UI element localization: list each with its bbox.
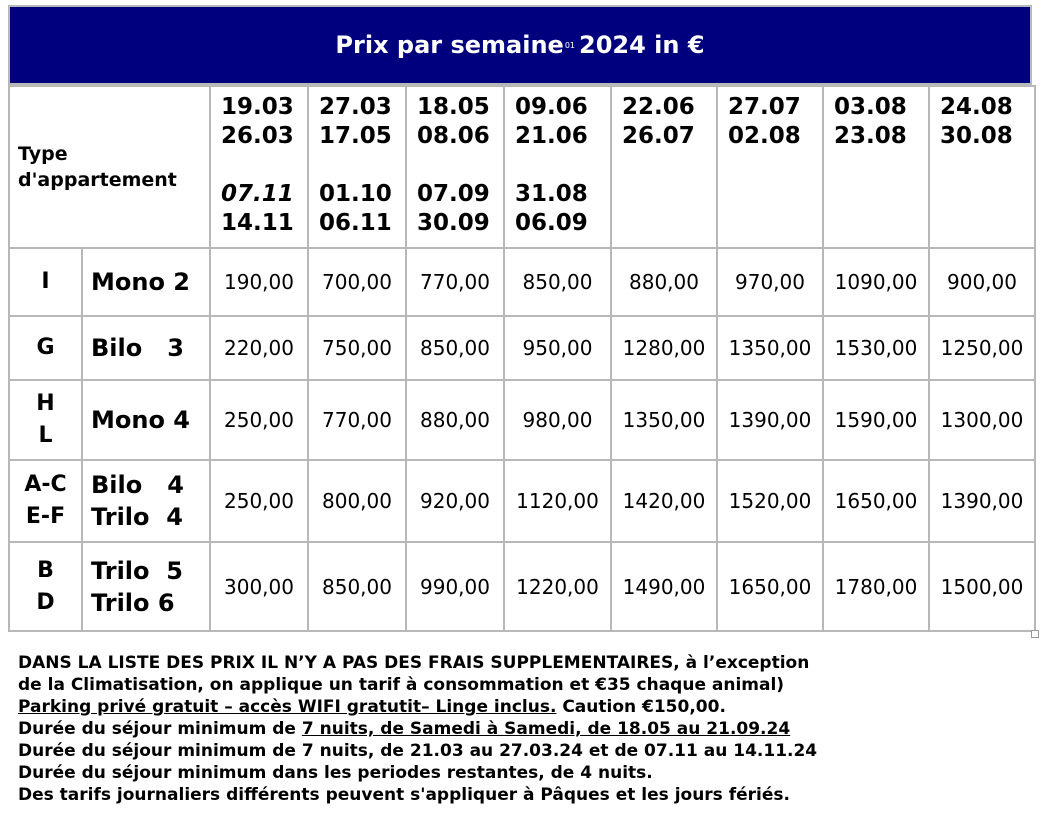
price-cell: 850,00	[308, 542, 406, 631]
price-cell: 1390,00	[717, 380, 823, 460]
price-cell: 1280,00	[611, 316, 717, 380]
title-footnote-marker: 01	[564, 40, 576, 50]
note-line-1: DANS LA LISTE DES PRIX IL N’Y A PAS DES FRAIS SUPPLEMENTAIRES, à l’exception	[18, 653, 810, 673]
note-line-3: Parking privé gratuit – accès WIFI gratutit– Linge inclus. Caution €150,00.	[18, 697, 726, 717]
title-year: 2024 in €	[579, 31, 705, 59]
note-line-2: de la Climatisation, on applique un tarif à consommation et €35 chaque animal)	[18, 675, 785, 695]
apartment-code: G	[9, 316, 82, 380]
header-row	[9, 86, 1035, 248]
period-header-4: 09.06 21.06 31.08 06.09	[504, 86, 611, 248]
title-main: Prix par semaine	[335, 31, 564, 59]
price-cell: 770,00	[308, 380, 406, 460]
price-cell: 1220,00	[504, 542, 611, 631]
apartment-code: H L	[9, 380, 82, 460]
type-header-line1: Type	[18, 143, 68, 165]
period-header-5: 22.06 26.07	[611, 86, 717, 248]
price-cell: 990,00	[406, 542, 504, 631]
period-header-2: 27.03 17.05 01.10 06.11	[308, 86, 406, 248]
price-cell: 1530,00	[823, 316, 929, 380]
note-line-7: Des tarifs journaliers différents peuvent s'appliquer à Pâques et les jours fériés.	[18, 785, 790, 805]
period-header-1: 19.03 26.03 07.11 14.11	[210, 86, 308, 248]
price-cell: 1350,00	[717, 316, 823, 380]
price-cell: 1650,00	[717, 542, 823, 631]
apartment-type: Mono 4	[82, 380, 210, 460]
resize-handle	[1031, 630, 1039, 638]
price-cell: 1420,00	[611, 460, 717, 542]
period-header-6: 27.07 02.08	[717, 86, 823, 248]
apartment-type: Trilo 5 Trilo 6	[82, 542, 210, 631]
price-cell: 920,00	[406, 460, 504, 542]
note-line-4: Durée du séjour minimum de 7 nuits, de Samedi à Samedi, de 18.05 au 21.09.24	[18, 719, 791, 739]
price-cell: 1590,00	[823, 380, 929, 460]
price-cell: 1250,00	[929, 316, 1035, 380]
note-line-5: Durée du séjour minimum de 7 nuits, de 21.03 au 27.03.24 et de 07.11 au 14.11.24	[18, 741, 818, 761]
price-cell: 250,00	[210, 460, 308, 542]
type-header-line2: d'appartement	[18, 169, 177, 191]
apartment-type: Bilo 4 Trilo 4	[82, 460, 210, 542]
price-cell: 950,00	[504, 316, 611, 380]
apartment-code: A-C E-F	[9, 460, 82, 542]
price-cell: 800,00	[308, 460, 406, 542]
price-cell: 1650,00	[823, 460, 929, 542]
price-cell: 220,00	[210, 316, 308, 380]
apartment-type: Mono 2	[82, 248, 210, 316]
apartment-type: Bilo 3	[82, 316, 210, 380]
period-header-8: 24.08 30.08	[929, 86, 1035, 248]
price-cell: 970,00	[717, 248, 823, 316]
price-cell: 1350,00	[611, 380, 717, 460]
price-cell: 1520,00	[717, 460, 823, 542]
price-cell: 850,00	[504, 248, 611, 316]
price-cell: 900,00	[929, 248, 1035, 316]
table-row	[9, 248, 1035, 316]
price-cell: 880,00	[406, 380, 504, 460]
price-cell: 1120,00	[504, 460, 611, 542]
price-table	[8, 85, 1036, 632]
price-cell: 700,00	[308, 248, 406, 316]
price-cell: 750,00	[308, 316, 406, 380]
price-cell: 1500,00	[929, 542, 1035, 631]
apartment-code: B D	[9, 542, 82, 631]
price-cell: 1090,00	[823, 248, 929, 316]
period-header-3: 18.05 08.06 07.09 30.09	[406, 86, 504, 248]
price-cell: 1780,00	[823, 542, 929, 631]
note-line-6: Durée du séjour minimum dans les periodes restantes, de 4 nuits.	[18, 763, 653, 783]
type-header	[9, 86, 210, 248]
apartment-code: I	[9, 248, 82, 316]
price-cell: 300,00	[210, 542, 308, 631]
terms-notes	[18, 652, 1028, 806]
price-cell: 250,00	[210, 380, 308, 460]
price-cell: 190,00	[210, 248, 308, 316]
table-row	[9, 380, 1035, 460]
period-header-7: 03.08 23.08	[823, 86, 929, 248]
price-cell: 880,00	[611, 248, 717, 316]
price-cell: 1490,00	[611, 542, 717, 631]
table-row	[9, 316, 1035, 380]
price-cell: 1300,00	[929, 380, 1035, 460]
price-table-title	[8, 5, 1032, 85]
price-cell: 850,00	[406, 316, 504, 380]
price-cell: 1390,00	[929, 460, 1035, 542]
table-row	[9, 542, 1035, 631]
table-row	[9, 460, 1035, 542]
price-cell: 980,00	[504, 380, 611, 460]
price-cell: 770,00	[406, 248, 504, 316]
